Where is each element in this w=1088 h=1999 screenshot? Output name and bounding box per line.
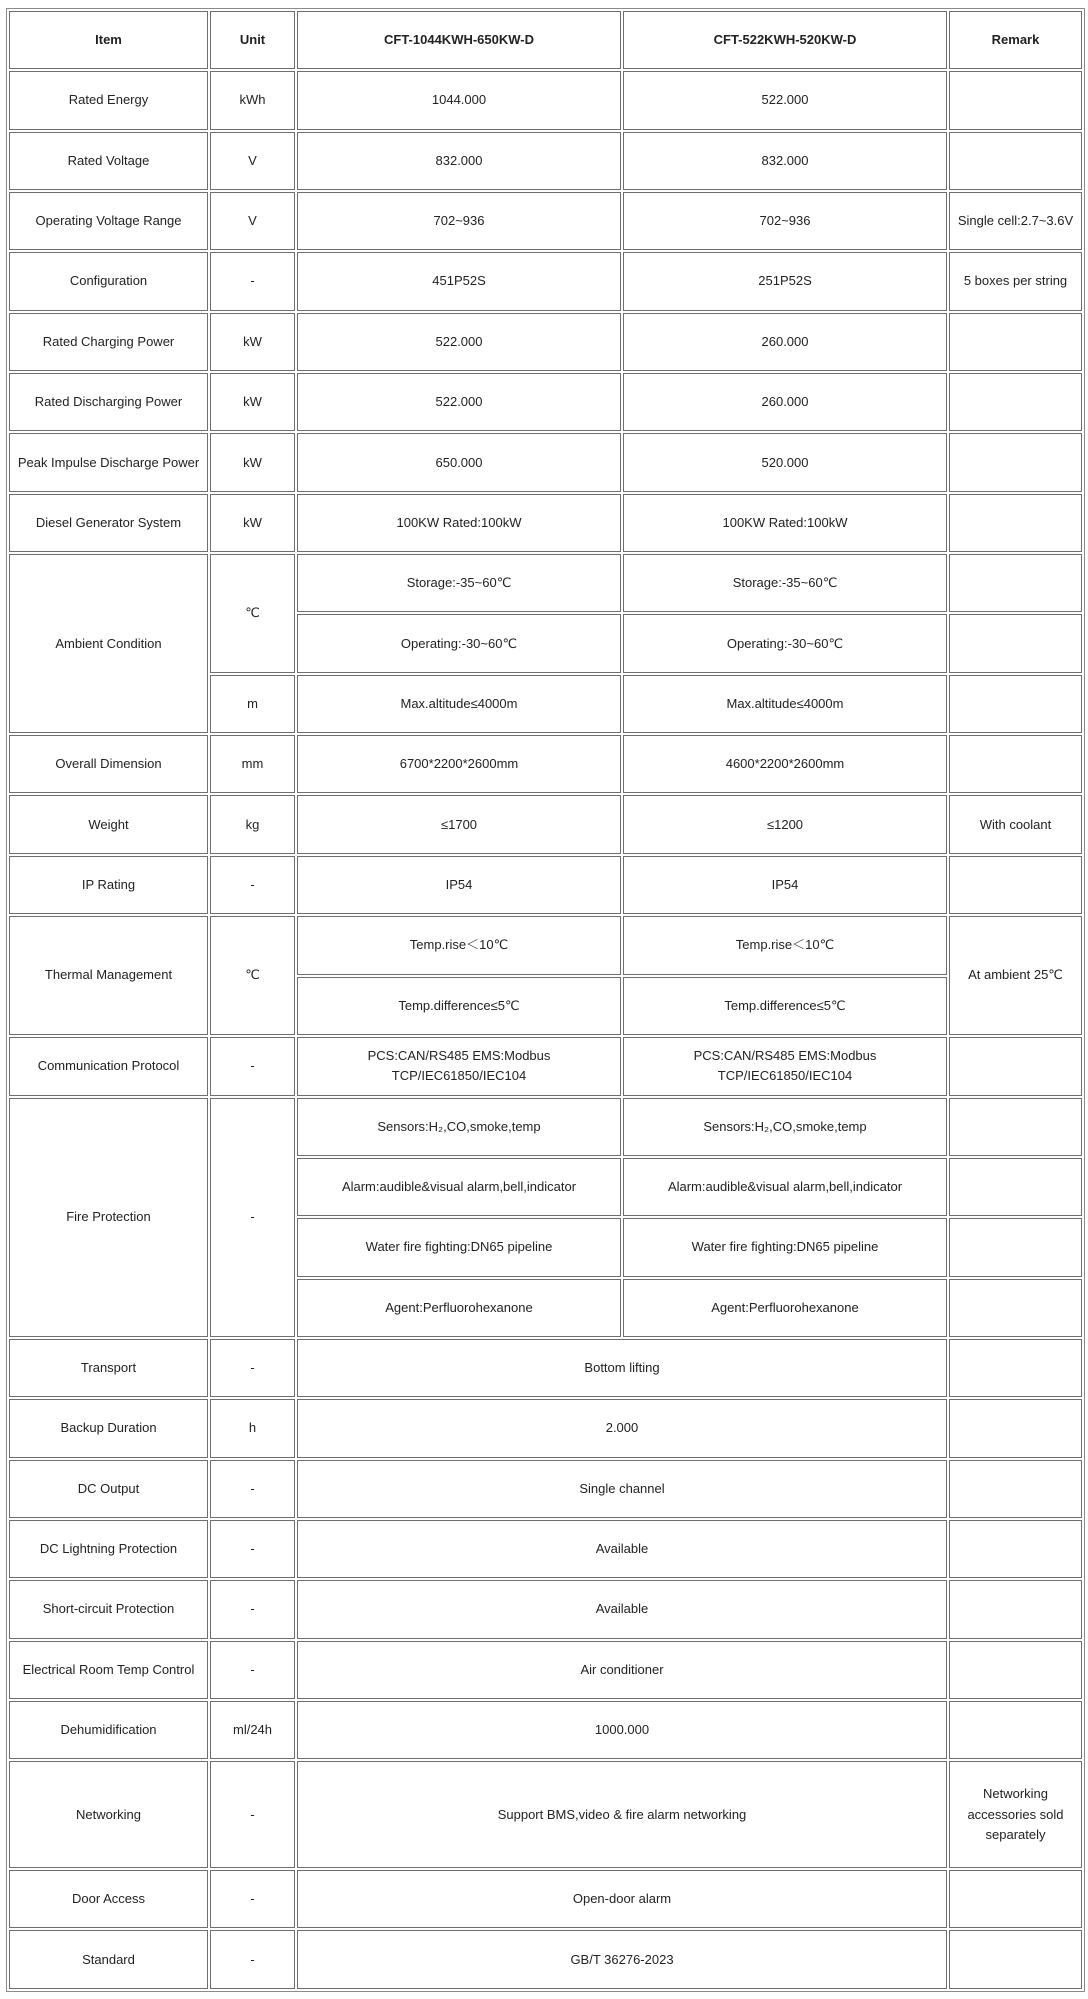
row-value-a: Alarm:audible&visual alarm,bell,indicator (297, 1158, 621, 1216)
row-value-a: Max.altitude≤4000m (297, 675, 621, 733)
row-value-merged: 2.000 (297, 1399, 947, 1457)
row-unit: - (210, 1641, 295, 1699)
row-remark (949, 735, 1082, 793)
row-unit: - (210, 1761, 295, 1868)
row-unit: - (210, 252, 295, 310)
table-row (9, 1520, 1082, 1578)
row-value-b: Sensors:H₂,CO,smoke,temp (623, 1098, 947, 1156)
table-row (9, 192, 1082, 250)
row-unit: - (210, 1037, 295, 1096)
row-item: IP Rating (9, 856, 208, 914)
row-item: Overall Dimension (9, 735, 208, 793)
row-remark (949, 1870, 1082, 1928)
row-unit: ℃ (210, 916, 295, 1035)
row-item: Rated Charging Power (9, 313, 208, 371)
table-row (9, 373, 1082, 431)
row-value-merged: Single channel (297, 1460, 947, 1518)
row-item: Weight (9, 795, 208, 853)
row-unit: - (210, 1098, 295, 1337)
row-value-a: Water fire fighting:DN65 pipeline (297, 1218, 621, 1276)
row-remark (949, 1520, 1082, 1578)
row-item: Transport (9, 1339, 208, 1397)
row-value-a: Agent:Perfluorohexanone (297, 1279, 621, 1337)
row-value-a: 702~936 (297, 192, 621, 250)
row-remark (949, 1460, 1082, 1518)
row-unit: - (210, 1339, 295, 1397)
table-row (9, 1037, 1082, 1096)
table-row (9, 1580, 1082, 1638)
row-remark: With coolant (949, 795, 1082, 853)
row-remark (949, 856, 1082, 914)
row-unit: - (210, 1930, 295, 1989)
table-row (9, 916, 1082, 974)
table-row (9, 856, 1082, 914)
row-value-b: 522.000 (623, 71, 947, 129)
row-value-b: 260.000 (623, 313, 947, 371)
row-value-b: 702~936 (623, 192, 947, 250)
table-row (9, 1930, 1082, 1989)
table-row (9, 1339, 1082, 1397)
header-unit: Unit (210, 11, 295, 69)
row-remark: Single cell:2.7~3.6V (949, 192, 1082, 250)
row-value-merged: GB/T 36276-2023 (297, 1930, 947, 1989)
row-value-merged: Available (297, 1580, 947, 1638)
row-remark (949, 71, 1082, 129)
table-row (9, 1399, 1082, 1457)
row-item: Standard (9, 1930, 208, 1989)
row-remark (949, 1098, 1082, 1156)
row-item: Rated Discharging Power (9, 373, 208, 431)
table-row (9, 1870, 1082, 1928)
row-item: Ambient Condition (9, 554, 208, 733)
row-unit: - (210, 1520, 295, 1578)
row-remark (949, 433, 1082, 491)
row-unit: - (210, 1580, 295, 1638)
row-item: Peak Impulse Discharge Power (9, 433, 208, 491)
row-item: Diesel Generator System (9, 494, 208, 552)
row-value-merged: Bottom lifting (297, 1339, 947, 1397)
row-remark: At ambient 25℃ (949, 916, 1082, 1035)
row-remark (949, 1641, 1082, 1699)
row-remark (949, 1279, 1082, 1337)
row-value-b: 251P52S (623, 252, 947, 310)
row-item: Communication Protocol (9, 1037, 208, 1096)
row-item: Configuration (9, 252, 208, 310)
row-value-b: IP54 (623, 856, 947, 914)
row-remark (949, 554, 1082, 612)
row-item: Fire Protection (9, 1098, 208, 1337)
table-row (9, 132, 1082, 190)
row-value-a: ≤1700 (297, 795, 621, 853)
row-value-merged: 1000.000 (297, 1701, 947, 1759)
row-value-a: Storage:-35~60℃ (297, 554, 621, 612)
row-unit: h (210, 1399, 295, 1457)
row-value-a: Temp.rise＜10℃ (297, 916, 621, 974)
table-row (9, 313, 1082, 371)
row-item: Rated Energy (9, 71, 208, 129)
row-unit: kW (210, 373, 295, 431)
row-value-a: 522.000 (297, 373, 621, 431)
row-value-a: 522.000 (297, 313, 621, 371)
row-unit: kg (210, 795, 295, 853)
row-remark (949, 1580, 1082, 1638)
row-unit: mm (210, 735, 295, 793)
row-unit: V (210, 132, 295, 190)
row-value-b: 832.000 (623, 132, 947, 190)
row-value-b: Alarm:audible&visual alarm,bell,indicator (623, 1158, 947, 1216)
row-remark: Networking accessories sold separately (949, 1761, 1082, 1868)
row-remark (949, 1930, 1082, 1989)
row-item: Dehumidification (9, 1701, 208, 1759)
table-row (9, 1761, 1082, 1868)
row-unit: - (210, 1870, 295, 1928)
row-value-a: PCS:CAN/RS485 EMS:Modbus TCP/IEC61850/IEC104 (297, 1037, 621, 1096)
row-unit: kWh (210, 71, 295, 129)
row-remark (949, 1339, 1082, 1397)
header-row (9, 11, 1082, 69)
row-value-merged: Support BMS,video & fire alarm networking (297, 1761, 947, 1868)
row-value-b: Temp.difference≤5℃ (623, 977, 947, 1035)
table-row (9, 735, 1082, 793)
table-row (9, 433, 1082, 491)
row-value-b: Operating:-30~60℃ (623, 614, 947, 672)
row-value-a: 100KW Rated:100kW (297, 494, 621, 552)
row-value-b: Max.altitude≤4000m (623, 675, 947, 733)
row-value-b: Agent:Perfluorohexanone (623, 1279, 947, 1337)
row-value-a: Sensors:H₂,CO,smoke,temp (297, 1098, 621, 1156)
table-row (9, 494, 1082, 552)
row-remark (949, 373, 1082, 431)
row-value-b: 4600*2200*2600mm (623, 735, 947, 793)
row-item: Thermal Management (9, 916, 208, 1035)
row-value-a: IP54 (297, 856, 621, 914)
row-item: Short-circuit Protection (9, 1580, 208, 1638)
row-value-a: 832.000 (297, 132, 621, 190)
row-value-b: Temp.rise＜10℃ (623, 916, 947, 974)
row-value-a: 1044.000 (297, 71, 621, 129)
row-value-merged: Available (297, 1520, 947, 1578)
row-unit: kW (210, 494, 295, 552)
row-value-b: Storage:-35~60℃ (623, 554, 947, 612)
table-row (9, 1460, 1082, 1518)
table-row (9, 1701, 1082, 1759)
row-item: Door Access (9, 1870, 208, 1928)
row-item: Networking (9, 1761, 208, 1868)
row-remark: 5 boxes per string (949, 252, 1082, 310)
row-remark (949, 1218, 1082, 1276)
table-row (9, 1098, 1082, 1156)
row-remark (949, 614, 1082, 672)
row-remark (949, 494, 1082, 552)
row-value-merged: Open-door alarm (297, 1870, 947, 1928)
spec-table (6, 8, 1085, 1992)
header-item: Item (9, 11, 208, 69)
row-value-b: 260.000 (623, 373, 947, 431)
header-model-b: CFT-522KWH-520KW-D (623, 11, 947, 69)
row-unit: ℃ (210, 554, 295, 673)
row-unit: - (210, 1460, 295, 1518)
row-item: Electrical Room Temp Control (9, 1641, 208, 1699)
row-unit: ml/24h (210, 1701, 295, 1759)
table-row (9, 71, 1082, 129)
row-unit: kW (210, 313, 295, 371)
row-remark (949, 132, 1082, 190)
row-value-b: ≤1200 (623, 795, 947, 853)
table-row (9, 252, 1082, 310)
row-unit: m (210, 675, 295, 733)
row-remark (949, 675, 1082, 733)
row-item: DC Output (9, 1460, 208, 1518)
row-value-b: 520.000 (623, 433, 947, 491)
table-row (9, 1641, 1082, 1699)
row-remark (949, 1399, 1082, 1457)
row-remark (949, 1037, 1082, 1096)
row-value-a: 650.000 (297, 433, 621, 491)
header-remark: Remark (949, 11, 1082, 69)
row-unit: V (210, 192, 295, 250)
row-value-a: 6700*2200*2600mm (297, 735, 621, 793)
row-remark (949, 1158, 1082, 1216)
row-unit: - (210, 856, 295, 914)
header-model-a: CFT-1044KWH-650KW-D (297, 11, 621, 69)
row-remark (949, 313, 1082, 371)
row-value-a: Operating:-30~60℃ (297, 614, 621, 672)
row-value-a: Temp.difference≤5℃ (297, 977, 621, 1035)
table-row (9, 795, 1082, 853)
row-remark (949, 1701, 1082, 1759)
row-value-a: 451P52S (297, 252, 621, 310)
row-value-b: Water fire fighting:DN65 pipeline (623, 1218, 947, 1276)
row-item: Backup Duration (9, 1399, 208, 1457)
row-unit: kW (210, 433, 295, 491)
row-item: Operating Voltage Range (9, 192, 208, 250)
row-value-b: PCS:CAN/RS485 EMS:Modbus TCP/IEC61850/IEC104 (623, 1037, 947, 1096)
row-item: DC Lightning Protection (9, 1520, 208, 1578)
row-value-merged: Air conditioner (297, 1641, 947, 1699)
table-row (9, 554, 1082, 612)
row-item: Rated Voltage (9, 132, 208, 190)
row-value-b: 100KW Rated:100kW (623, 494, 947, 552)
